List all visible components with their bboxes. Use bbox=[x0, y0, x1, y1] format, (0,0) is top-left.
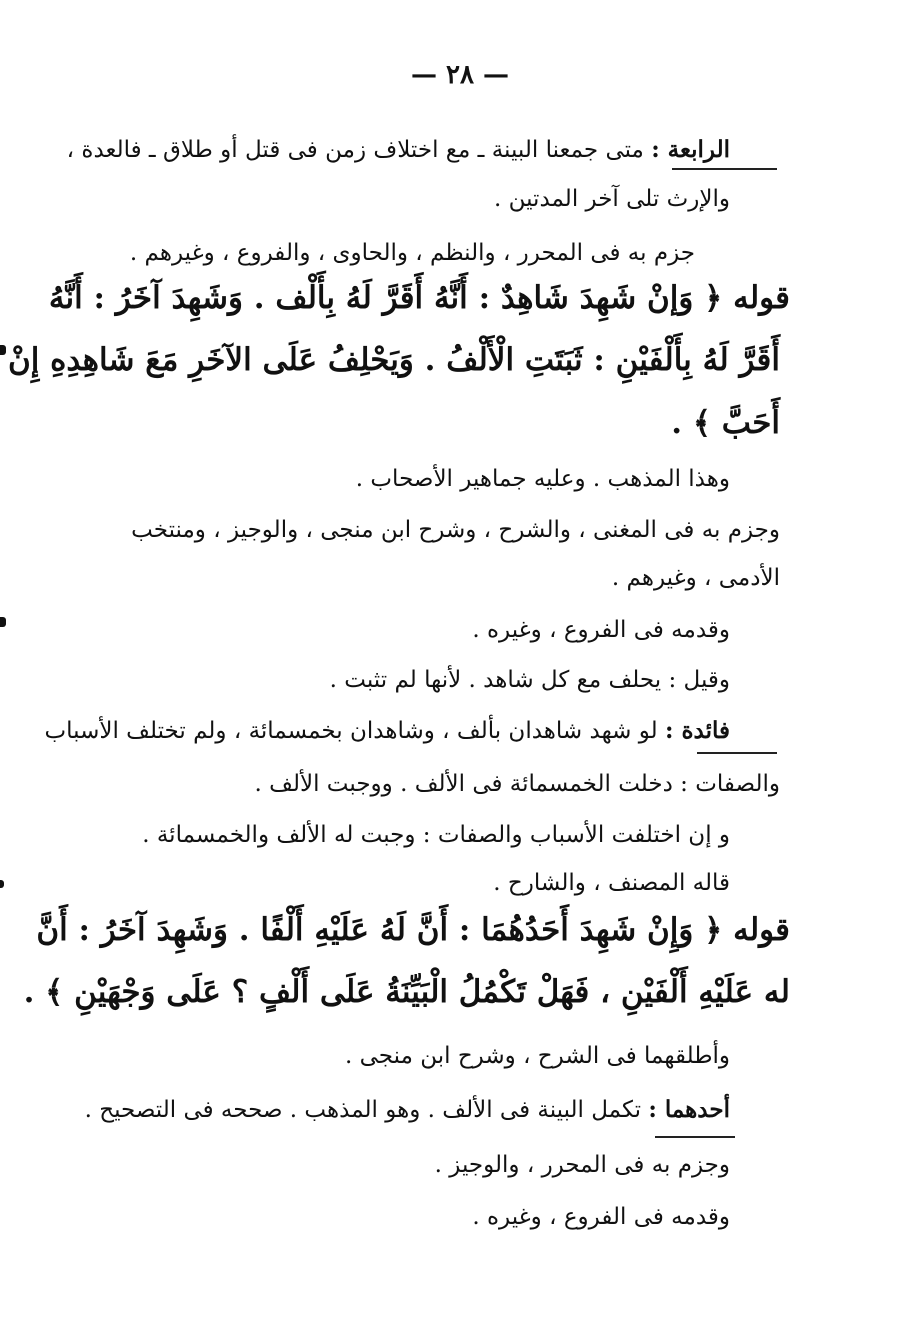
quoted-text-line bbox=[8, 342, 780, 379]
text-line bbox=[472, 617, 730, 645]
line-text: وجزم به فى المغنى ، والشرح ، وشرح ابن منجى ، والوجيز ، ومنتخب bbox=[131, 517, 780, 543]
text-line bbox=[612, 565, 780, 593]
scan-edge-mark bbox=[0, 617, 6, 627]
heading-underline bbox=[655, 1136, 735, 1138]
line-text: قاله المصنف ، والشارح . bbox=[493, 870, 730, 896]
line-text: والصفات : دخلت الخمسمائة فى الألف . ووجبت الألف . bbox=[254, 771, 780, 797]
line-text: أَقَرَّ لَهُ بِأَلْفَيْنِ : ثَبَتَتِ الْأَلْفُ . وَيَحْلِفُ عَلَى الآخَرِ مَعَ شَاهِدِهِ إِنْ bbox=[8, 342, 780, 378]
heading-underline bbox=[672, 168, 777, 170]
line-text: وجزم به فى المحرر ، والوجيز . bbox=[434, 1152, 730, 1178]
line-text: وقدمه فى الفروع ، وغيره . bbox=[472, 617, 730, 643]
quoted-text-line bbox=[24, 974, 790, 1011]
line-text: متى جمعنا البينة ـ مع اختلاف زمن فى قتل أو طلاق ـ فالعدة ، bbox=[66, 137, 652, 163]
text-line bbox=[345, 1043, 730, 1071]
line-text: تكمل البينة فى الألف . وهو المذهب . صححه فى التصحيح . bbox=[84, 1097, 649, 1123]
text-line bbox=[131, 517, 780, 545]
text-line bbox=[356, 466, 730, 494]
text-line bbox=[85, 1096, 730, 1125]
section-heading: فائدة : bbox=[664, 717, 730, 744]
line-text: وقيل : يحلف مع كل شاهد . لأنها لم تثبت . bbox=[329, 667, 730, 693]
heading-underline bbox=[697, 752, 777, 754]
line-text: الأدمى ، وغيرهم . bbox=[611, 565, 780, 591]
line-text: لو شهد شاهدان بألف ، وشاهدان بخمسمائة ، ولم تختلف الأسباب bbox=[44, 718, 665, 744]
quoted-text-line bbox=[671, 405, 780, 442]
line-text: وأطلقهما فى الشرح ، وشرح ابن منجى . bbox=[345, 1043, 730, 1069]
line-text: جزم به فى المحرر ، والنظم ، والحاوى ، والفروع ، وغيرهم . bbox=[129, 240, 695, 266]
line-text: له عَلَيْهِ أَلْفَيْنِ ، فَهَلْ تَكْمُلُ الْبَيِّنَةُ عَلَى أَلْفٍ ؟ عَلَى وَجْهَيْنِ ﴾ . bbox=[23, 974, 790, 1010]
text-line bbox=[493, 870, 730, 898]
text-line bbox=[494, 186, 730, 214]
section-heading: الرابعة : bbox=[651, 136, 730, 163]
page-number: — ٢٨ — bbox=[410, 60, 510, 90]
text-line bbox=[330, 667, 730, 695]
scan-edge-mark bbox=[0, 345, 6, 355]
quoted-text-line bbox=[48, 280, 790, 317]
text-line bbox=[142, 822, 730, 850]
line-text: قوله ﴿ وَإنْ شَهِدَ شَاهِدٌ : أَنَّهُ أَقَرَّ لَهُ بِأَلْف . وَشَهِدَ آخَرُ : أَنَّهُ bbox=[48, 280, 790, 316]
line-text: وهذا المذهب . وعليه جماهير الأصحاب . bbox=[355, 466, 730, 492]
text-line bbox=[435, 1152, 730, 1180]
line-text: والإرث تلى آخر المدتين . bbox=[493, 186, 730, 212]
line-text: قوله ﴿ وَإِنْ شَهِدَ أَحَدُهُمَا : أَنَّ لَهُ عَلَيْهِ أَلْفًا . وَشَهِدَ آخَرُ : أَنَّ bbox=[36, 912, 790, 948]
section-heading: أحدهما : bbox=[648, 1096, 730, 1123]
text-line bbox=[255, 771, 780, 799]
line-text: و إن اختلفت الأسباب والصفات : وجبت له الألف والخمسمائة . bbox=[142, 822, 730, 848]
scan-edge-mark bbox=[0, 880, 4, 888]
line-text: وقدمه فى الفروع ، وغيره . bbox=[472, 1204, 730, 1230]
text-line bbox=[472, 1204, 730, 1232]
text-line bbox=[130, 240, 695, 268]
text-line bbox=[66, 136, 730, 165]
line-text: أَحَبَّ ﴾ . bbox=[671, 405, 780, 441]
quoted-text-line bbox=[36, 912, 790, 949]
text-line bbox=[44, 717, 730, 746]
